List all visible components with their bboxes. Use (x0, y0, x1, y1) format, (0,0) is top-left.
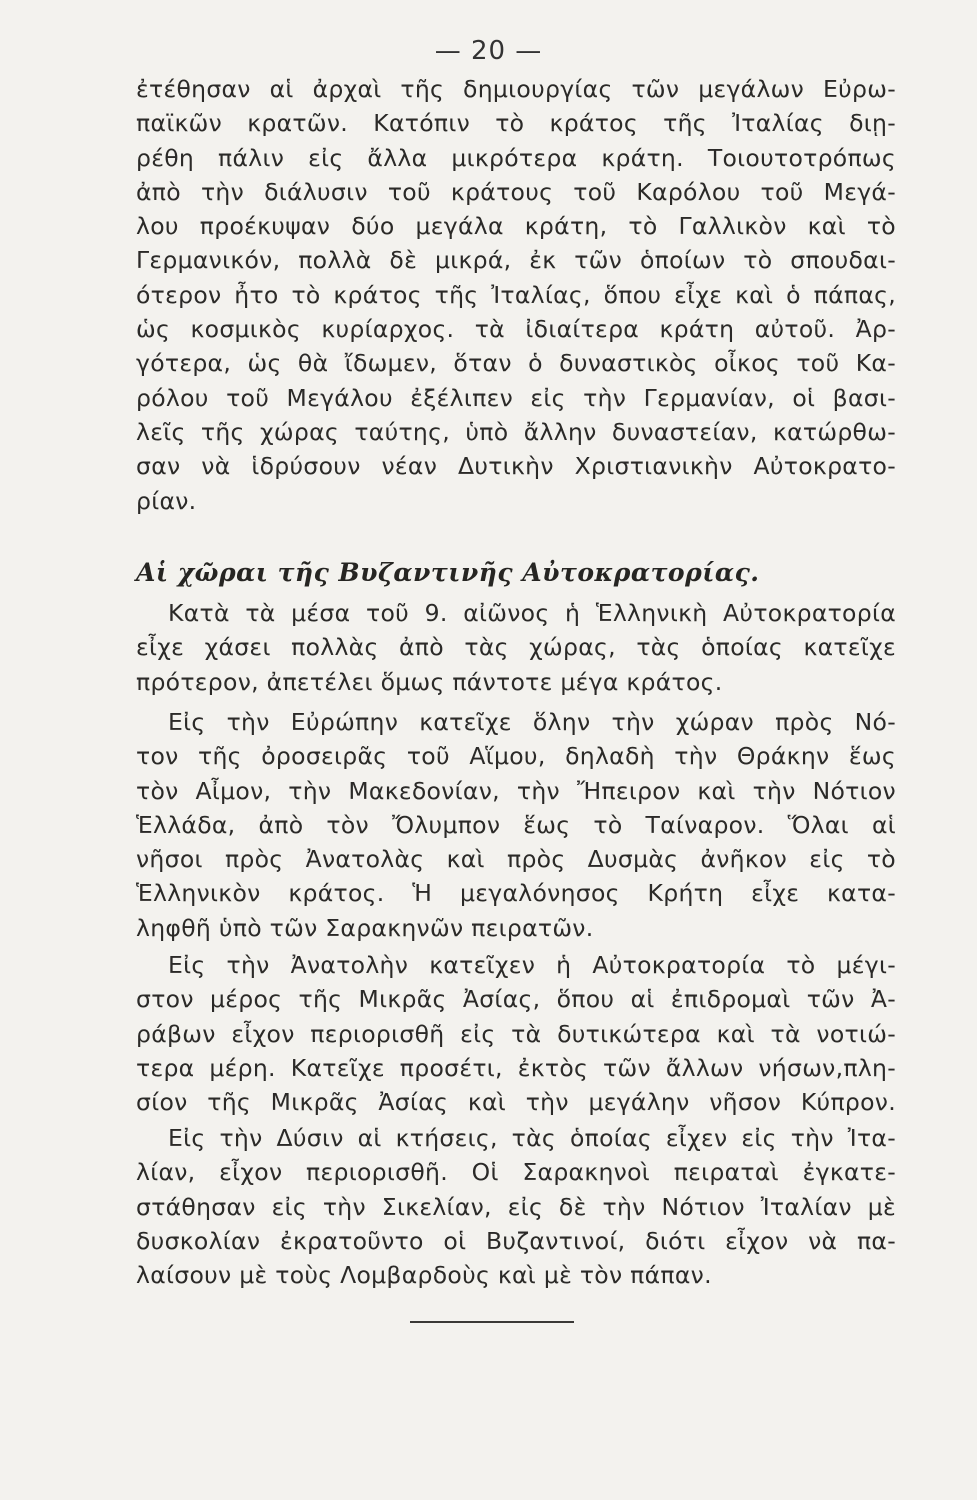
text-line: λεῖς τῆς χώρας ταύτης, ὑπὸ ἄλλην δυναστείαν, κατώρθω- (136, 417, 896, 446)
text-line: λαίσουν μὲ τοὺς Λομβαρδοὺς καὶ μὲ τὸν πάπαν. (136, 1261, 712, 1290)
text-line: δυσκολίαν ἐκρατοῦντο οἱ Βυζαντινοί, διότι εἶχον νὰ πα- (136, 1226, 896, 1255)
text-line: τὸν Αἶμον, τὴν Μακεδονίαν, τὴν Ἤπειρον καὶ τὴν Νότιον (136, 776, 896, 805)
text-line: ότερον ἦτο τὸ κράτος τῆς Ἰταλίας, ὅπου εἶχε καὶ ὁ πάπας, (136, 280, 896, 309)
text-line: νῆσοι πρὸς Ἀνατολὰς καὶ πρὸς Δυσμὰς ἀνῆκον εἰς τὸ (136, 845, 896, 874)
text-line: Κατὰ τὰ μέσα τοῦ 9. αἰῶνος ἡ Ἑλληνικὴ Αὐτοκρατορία (168, 599, 896, 627)
text-line: γότερα, ὡς θὰ ἴδωμεν, ὅταν ὁ δυναστικὸς οἶκος τοῦ Κα- (136, 349, 896, 378)
text-line: Ἑλλάδα, ἀπὸ τὸν Ὄλυμπον ἕως τὸ Ταίναρον. Ὅλαι αἱ (136, 810, 896, 839)
text-line: ἐτέθησαν αἱ ἀρχαὶ τῆς δημιουργίας τῶν μεγάλων Εὐρω- (136, 75, 896, 103)
section-heading: Αἱ χῶραι τῆς Βυζαντινῆς Αὐτοκρατορίας. (136, 558, 760, 587)
text-line: πρότερον, ἀπετέλει ὅμως πάντοτε μέγα κράτος. (136, 667, 723, 696)
text-line: ρίαν. (136, 486, 197, 515)
text-line: λου προέκυψαν δύο μεγάλα κράτη, τὸ Γαλλικὸν καὶ τὸ (136, 212, 896, 241)
text-line: παϊκῶν κρατῶν. Κατόπιν τὸ κράτος τῆς Ἰταλίας διῃ- (136, 109, 896, 138)
page-number: — 20 — (434, 36, 543, 66)
text-line: σίον τῆς Μικρᾶς Ἀσίας καὶ τὴν μεγάλην νῆσον Κύπρον. (136, 1088, 896, 1117)
text-line: στάθησαν εἰς τὴν Σικελίαν, εἰς δὲ τὴν Νότιον Ἰταλίαν μὲ (136, 1192, 896, 1221)
text-line: Εἰς τὴν Δύσιν αἱ κτήσεις, τὰς ὁποίας εἶχεν εἰς τὴν Ἰτα- (168, 1124, 896, 1152)
text-line: λίαν, εἶχον περιορισθῆ. Οἱ Σαρακηνοὶ πειραταὶ ἐγκατε- (136, 1158, 896, 1187)
text-line: ληφθῆ ὑπὸ τῶν Σαρακηνῶν πειρατῶν. (136, 913, 594, 942)
text-line: ὡς κοσμικὸς κυρίαρχος. τὰ ἰδιαίτερα κράτη αὐτοῦ. Ἀρ- (136, 315, 896, 344)
text-line: ἀπὸ τὴν διάλυσιν τοῦ κράτους τοῦ Καρόλου τοῦ Μεγά- (136, 177, 896, 206)
text-line: ράβων εἶχον περιορισθῆ εἰς τὰ δυτικώτερα καὶ τὰ νοτιώ- (136, 1019, 896, 1048)
text-line: Γερμανικόν, πολλὰ δὲ μικρά, ἐκ τῶν ὁποίων τὸ σπουδαι- (136, 246, 896, 275)
text-line: σαν νὰ ἱδρύσουν νέαν Δυτικὴν Χριστιανικὴν Αὐτοκρατο- (136, 452, 896, 481)
text-line: ρόλου τοῦ Μεγάλου ἐξέλιπεν εἰς τὴν Γερμανίαν, οἱ βασι- (136, 383, 896, 412)
paragraph-intro (136, 72, 896, 518)
text-line: στον μέρος τῆς Μικρᾶς Ἀσίας, ὅπου αἱ ἐπιδρομαὶ τῶν Ἀ- (136, 985, 896, 1014)
text-line: τον τῆς ὀροσειρᾶς τοῦ Αἵμου, δηλαδὴ τὴν Θράκην ἕως (136, 742, 896, 771)
text-line: Εἰς τὴν Εὐρώπην κατεῖχε ὅλην τὴν χώραν πρὸς Νό- (168, 708, 896, 736)
text-line: Εἰς τὴν Ἀνατολὴν κατεῖχεν ἡ Αὐτοκρατορία τὸ μέγι- (168, 951, 896, 979)
text-line: τερα μέρη. Κατεῖχε προσέτι, ἐκτὸς τῶν ἄλλων νήσων,πλη- (136, 1053, 896, 1082)
paragraph-west (136, 1121, 896, 1292)
text-line: εἶχε χάσει πολλὰς ἀπὸ τὰς χώρας, τὰς ὁποίας κατεῖχε (136, 633, 896, 662)
paragraph-byzantine-losses (136, 596, 896, 699)
section-end-rule (410, 1321, 574, 1323)
text-line: Ἑλληνικὸν κράτος. Ἡ μεγαλόνησος Κρήτη εἶχε κατα- (136, 879, 896, 908)
paragraph-east (136, 948, 896, 1119)
paragraph-europe (136, 705, 896, 945)
text-line: ρέθη πάλιν εἰς ἄλλα μικρότερα κράτη. Τοιουτοτρόπως (136, 143, 896, 172)
